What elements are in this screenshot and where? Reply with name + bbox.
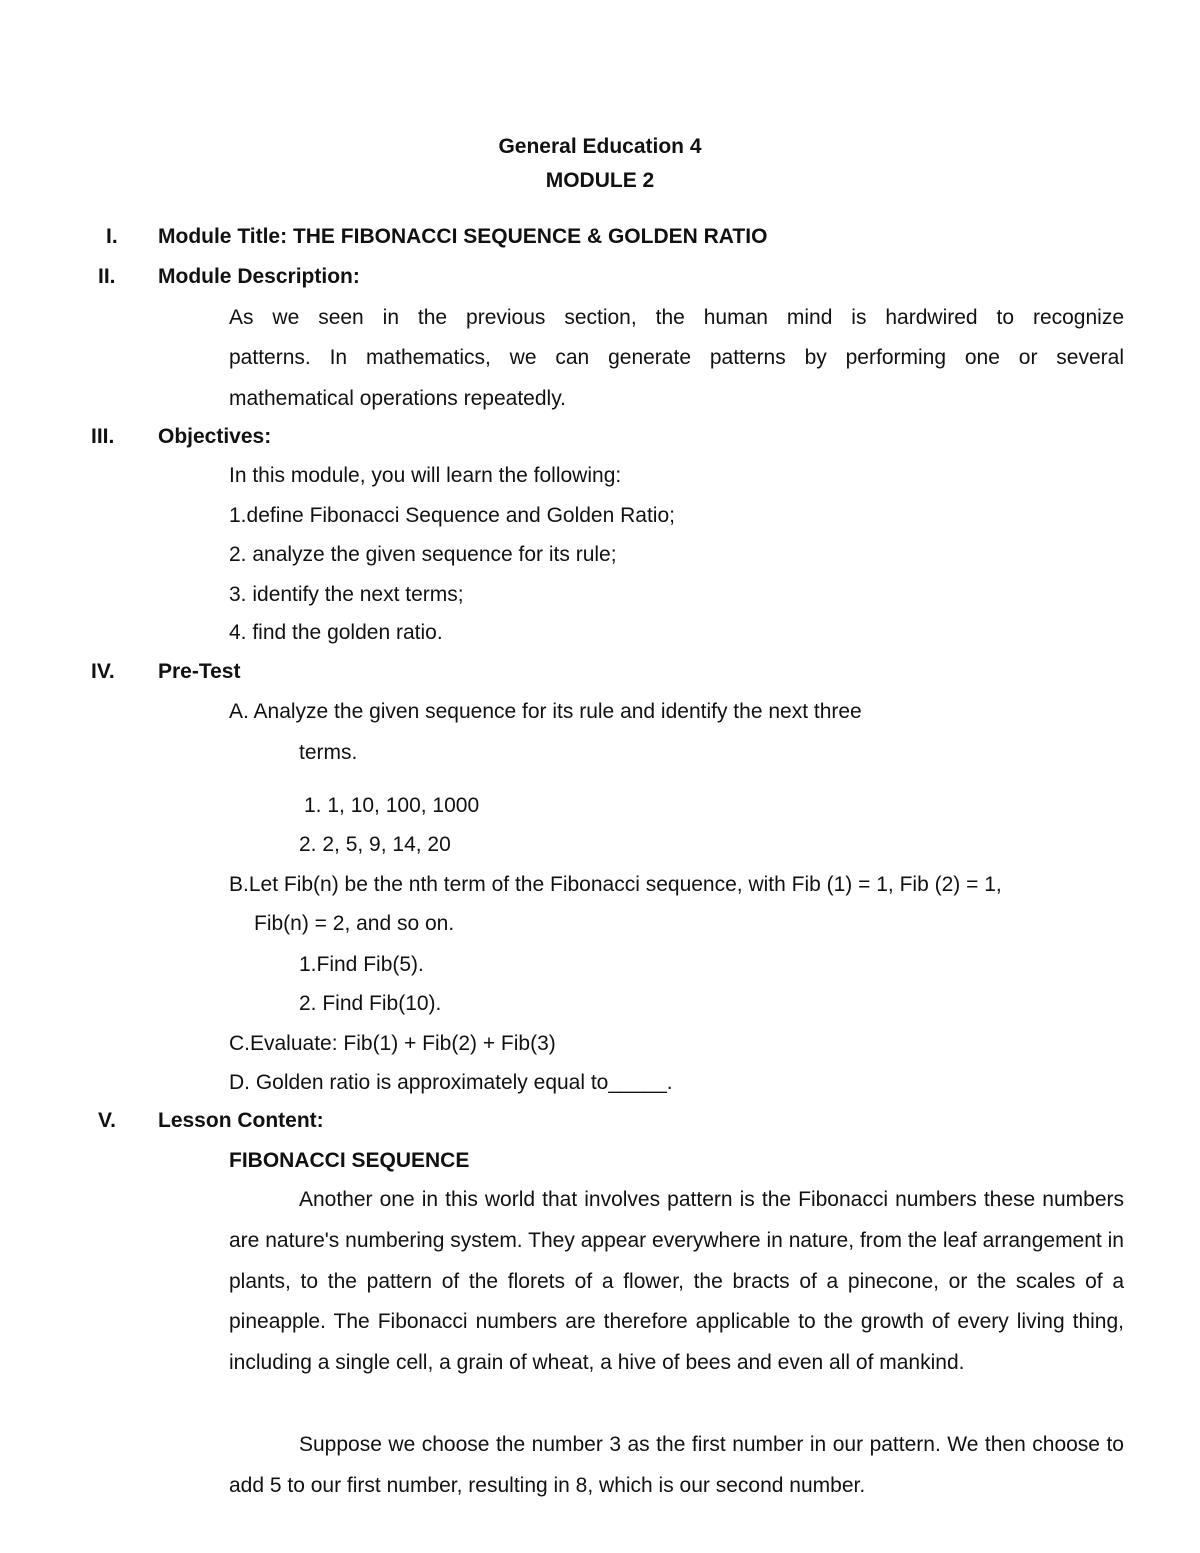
lesson-content-heading: Lesson Content:	[158, 1109, 324, 1132]
pretest-c-question: C.Evaluate: Fib(1) + Fib(2) + Fib(3)	[229, 1032, 556, 1055]
fibonacci-sequence-subheading: FIBONACCI SEQUENCE	[229, 1149, 470, 1172]
section-3-numeral: III.	[91, 425, 115, 448]
lesson-paragraph: Another one in this world that involves pattern is the Fibonacci numbers these numbers are nature's numbering system. They appear everywhere in nature, from the leaf arrangement in plants, to the pattern of the florets of a flower, the bracts of a pinecone, or the scales of a pineapple. The Fibonacci numbers are therefore applicable to the growth of every living thing, including a single cell, a grain of wheat, a hive of bees and even all of mankind.	[229, 1188, 1124, 1375]
pretest-a-question: A. Analyze the given sequence for its rule and identify the next three	[229, 700, 862, 723]
course-title: General Education 4	[498, 135, 702, 158]
objective-item: 1.define Fibonacci Sequence and Golden Ratio;	[229, 504, 675, 527]
objective-item: 3. identify the next terms;	[229, 583, 464, 606]
objectives-heading: Objectives:	[158, 425, 272, 448]
section-4-numeral: IV.	[91, 660, 115, 683]
pre-test-heading: Pre-Test	[158, 660, 241, 683]
module-title-heading: Module Title: THE FIBONACCI SEQUENCE & GOLDEN RATIO	[158, 225, 768, 248]
description-line: mathematical operations repeatedly.	[229, 387, 566, 410]
section-5-numeral: V.	[98, 1109, 116, 1132]
lesson-paragraph: Suppose we choose the number 3 as the first number in our pattern. We then choose to add 5 to our first number, resulting in 8, which is our second number.	[229, 1433, 1124, 1497]
pretest-a-item: 1. 1, 10, 100, 1000	[304, 794, 480, 817]
objective-item: 2. analyze the given sequence for its rule;	[229, 543, 617, 566]
section-1-numeral: I.	[106, 225, 118, 248]
description-line: patterns. In mathematics, we can generate patterns by performing one or several	[229, 346, 1124, 369]
pretest-b-item: 2. Find Fib(10).	[299, 992, 442, 1015]
description-line: As we seen in the previous section, the human mind is hardwired to recognize	[229, 306, 1124, 329]
module-number: MODULE 2	[545, 169, 655, 192]
objectives-intro: In this module, you will learn the following:	[229, 464, 622, 487]
pretest-a-item: 2. 2, 5, 9, 14, 20	[299, 833, 451, 856]
module-description-heading: Module Description:	[158, 265, 360, 288]
pretest-a-question-cont: terms.	[299, 741, 358, 764]
section-2-numeral: II.	[98, 265, 116, 288]
objective-item: 4. find the golden ratio.	[229, 621, 443, 644]
pretest-b-item: 1.Find Fib(5).	[299, 953, 424, 976]
pretest-b-question-cont: Fib(n) = 2, and so on.	[254, 912, 455, 935]
pretest-d-question: D. Golden ratio is approximately equal to_____.	[229, 1071, 673, 1094]
pretest-b-question: B.Let Fib(n) be the nth term of the Fibonacci sequence, with Fib (1) = 1, Fib (2) = 1,	[229, 873, 1002, 896]
